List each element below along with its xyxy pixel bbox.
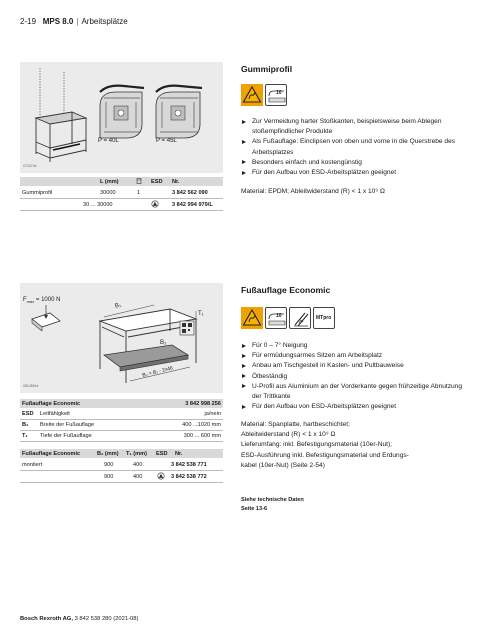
gummiprofil-title: Gummiprofil bbox=[241, 64, 293, 74]
list-item: Als Fußauflage: Einclipsen von oben und vorne in die Querstrebe des Arbeitsplatzes bbox=[241, 137, 466, 157]
fussauflage-order-table bbox=[20, 449, 223, 483]
page-header: 2-19 MPS 8.0 | Arbeitsplätze bbox=[20, 17, 128, 26]
tilt-angle-icon bbox=[289, 307, 311, 329]
esd-warning-icon bbox=[241, 307, 263, 329]
gummiprofil-image bbox=[20, 62, 223, 173]
list-item: Für den Aufbau von ESD-Arbeitsplätzen geeignet bbox=[241, 402, 466, 412]
gummiprofil-features bbox=[241, 117, 466, 178]
gummiprofil-material: Material: EPDM; Ableitwiderstand (R) < 1 x 10⁹ Ω bbox=[241, 188, 385, 195]
table-row: Gummiprofil 30000 1 3 842 562 090 bbox=[20, 187, 223, 199]
table-header: L (mm) ESD Nr. bbox=[20, 177, 223, 186]
list-item: Für ermüdungsarmes Sitzen am Arbeitsplatz bbox=[241, 351, 466, 361]
list-item: Für den Aufbau von ESD-Arbeitsplätzen geeignet bbox=[241, 168, 466, 178]
mtpro-icon: MTpro bbox=[313, 307, 335, 329]
table-header: Fußauflage Economic B₁ (mm) T₁ (mm) ESD Nr. bbox=[20, 449, 223, 458]
table-row: 30 ... 30000 3 842 994 979/L bbox=[20, 199, 223, 211]
label-p45: P = 45L bbox=[156, 138, 177, 144]
table-row: 900 400 3 842 538 772 bbox=[20, 471, 223, 483]
page-number: 2-19 bbox=[20, 17, 37, 26]
fussauflage-spec-table bbox=[20, 399, 223, 442]
image-id: 0812801e bbox=[23, 384, 39, 388]
dim-t1: T₁ bbox=[198, 311, 204, 317]
technical-data-reference: Siehe technische Daten Seite 13-6 bbox=[241, 497, 304, 512]
list-item: Zur Vermeidung harter Stoßkanten, beispielsweise beim Ablegen stoßempfindlicher Produkte bbox=[241, 117, 466, 137]
fussauflage-title: Fußauflage Economic bbox=[241, 285, 331, 295]
gummiprofil-illustration bbox=[20, 62, 223, 173]
company-name: Bosch Rexroth AG, bbox=[20, 616, 73, 622]
fussauflage-material: Material: Spanplatte, hartbeschichtet; Ableitwiderstand (R) < 1 x 10⁹ Ω Lieferumfang: inkl. Befestigungsmaterial (10er-Nut); ESD-Ausführung inkl. Befestigungsmaterial und Erdungs- kabel (10er-Nut) (Seite 2-54) bbox=[241, 421, 409, 469]
section-name: Arbeitsplätze bbox=[81, 17, 128, 26]
esd-symbol-icon bbox=[151, 200, 159, 209]
gummiprofil-order-table bbox=[20, 177, 223, 210]
page-footer bbox=[20, 616, 138, 622]
esd-warning-icon bbox=[241, 84, 263, 106]
list-item: U-Profil aus Aluminium an der Vorderkante gegen frühzeitige Abnutzung der Trittkante bbox=[241, 382, 466, 402]
esd-bag-icon bbox=[136, 178, 142, 186]
list-item: Besonders einfach und kostengünstig bbox=[241, 158, 466, 168]
image-id: 0724744 bbox=[23, 164, 37, 168]
product-name: MPS 8.0 bbox=[42, 17, 74, 26]
label-p40: P = 40L bbox=[98, 138, 119, 144]
esd-symbol-icon bbox=[157, 472, 165, 481]
list-item: Für 0 – 7° Neigung bbox=[241, 341, 466, 351]
dim-formula: B₂ = B₁ - 2x46 bbox=[141, 365, 174, 379]
table-row: ESD Leitfähigkeit ja/nein bbox=[20, 409, 223, 420]
document-number: 3 842 538 280 (2021-08) bbox=[74, 616, 139, 622]
table-row: B₁ Breite der Fußauflage 400 ...1020 mm bbox=[20, 420, 223, 431]
force-label: $F_{max} = 1000$ N bbox=[23, 297, 61, 305]
slot-10-icon: 10 bbox=[265, 307, 287, 329]
table-row: montiert 900 400 3 842 538 771 bbox=[20, 459, 223, 471]
table-header: Fußauflage Economic 3 842 998 256 bbox=[22, 400, 221, 407]
slot-10-icon: 10 bbox=[265, 84, 287, 106]
list-item: Ölbeständig bbox=[241, 372, 466, 382]
table-row: T₁ Tiefe der Fußauflage 300 ... 600 mm bbox=[20, 431, 223, 442]
fussauflage-features bbox=[241, 341, 466, 412]
dim-b2: B₂ bbox=[160, 340, 167, 346]
dim-b1: B₁ bbox=[114, 302, 122, 310]
fussauflage-image bbox=[20, 283, 223, 393]
list-item: Anbau am Tischgestell in Kasten- und Pultbauweise bbox=[241, 361, 466, 371]
